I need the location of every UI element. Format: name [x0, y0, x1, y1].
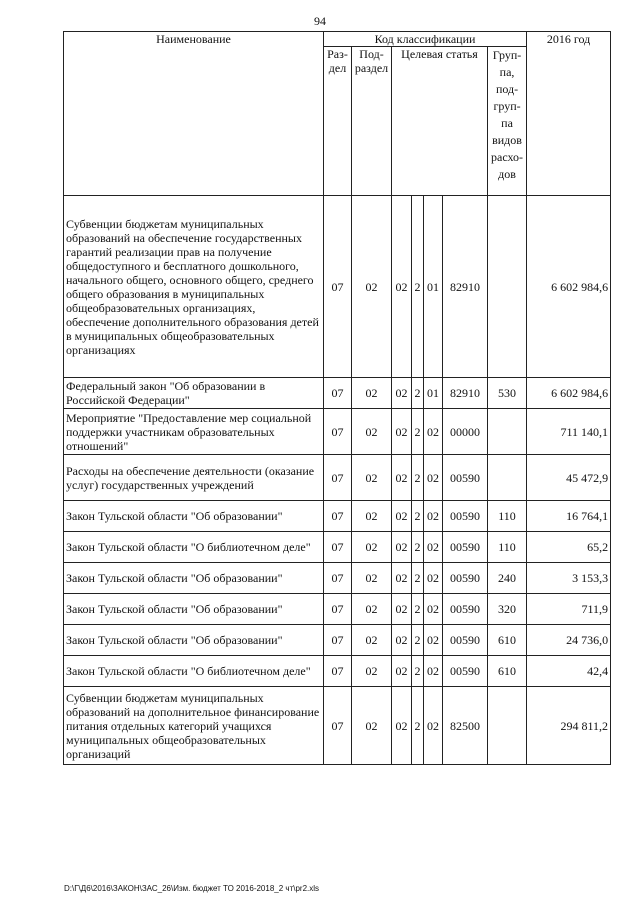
- row-target-program: 02: [392, 378, 412, 409]
- row-amount: 3 153,3: [527, 563, 611, 594]
- row-name: Субвенции бюджетам муниципальных образований на обеспечение государственных гарантий реализации прав на получение общедоступного и бесплатного дошкольного, начального общего, основного общего, среднего общего образования в муниципальных общеобразовательных организациях, обеспечение дополнительного образования детей в муниципальных общеобразовательных организациях: [64, 196, 324, 378]
- header-year: 2016 год: [527, 32, 611, 196]
- row-name: Закон Тульской области "Об образовании": [64, 501, 324, 532]
- file-path-footer: D:\Г\Д6\2016\ЗАКОН\ЗАС_26\Изм. бюджет ТО 2016-2018_2 чт\pr2.xls: [64, 884, 320, 893]
- row-subsection: 02: [352, 409, 392, 455]
- row-subsection: 02: [352, 196, 392, 378]
- row-name: Федеральный закон "Об образовании в Российской Федерации": [64, 378, 324, 409]
- row-name: Расходы на обеспечение деятельности (оказание услуг) государственных учреждений: [64, 455, 324, 501]
- row-subsection: 02: [352, 656, 392, 687]
- table-row: [64, 563, 611, 594]
- header-target: Целевая статья: [392, 47, 488, 196]
- row-subsection: 02: [352, 532, 392, 563]
- row-expense-group: [488, 196, 527, 378]
- row-target-subprogram: 2: [412, 563, 424, 594]
- row-subsection: 02: [352, 501, 392, 532]
- row-target-subprogram: 2: [412, 455, 424, 501]
- row-amount: 6 602 984,6: [527, 196, 611, 378]
- row-target-program: 02: [392, 625, 412, 656]
- row-expense-group: 110: [488, 501, 527, 532]
- row-target-direction: 00590: [443, 455, 488, 501]
- row-amount: 45 472,9: [527, 455, 611, 501]
- row-amount: 42,4: [527, 656, 611, 687]
- row-expense-group: 240: [488, 563, 527, 594]
- row-amount: 294 811,2: [527, 687, 611, 765]
- row-section: 07: [324, 455, 352, 501]
- row-expense-group: 610: [488, 625, 527, 656]
- row-name: Закон Тульской области "О библиотечном деле": [64, 532, 324, 563]
- table-row: [64, 455, 611, 501]
- row-amount: 65,2: [527, 532, 611, 563]
- row-target-activity: 01: [424, 378, 443, 409]
- row-target-program: 02: [392, 196, 412, 378]
- row-amount: 711 140,1: [527, 409, 611, 455]
- row-target-subprogram: 2: [412, 196, 424, 378]
- row-target-program: 02: [392, 563, 412, 594]
- row-section: 07: [324, 409, 352, 455]
- row-subsection: 02: [352, 687, 392, 765]
- row-target-subprogram: 2: [412, 501, 424, 532]
- row-name: Закон Тульской области "О библиотечном деле": [64, 656, 324, 687]
- row-name: Мероприятие "Предоставление мер социальной поддержки участникам образовательных отношений": [64, 409, 324, 455]
- table-row: [64, 196, 611, 378]
- row-expense-group: [488, 687, 527, 765]
- budget-table: [63, 31, 611, 765]
- row-target-activity: 02: [424, 501, 443, 532]
- header-section: Раз-дел: [324, 47, 352, 196]
- row-target-subprogram: 2: [412, 625, 424, 656]
- row-subsection: 02: [352, 625, 392, 656]
- row-target-activity: 02: [424, 594, 443, 625]
- row-target-activity: 02: [424, 455, 443, 501]
- row-target-direction: 00590: [443, 563, 488, 594]
- row-target-activity: 02: [424, 409, 443, 455]
- row-section: 07: [324, 656, 352, 687]
- row-expense-group: 530: [488, 378, 527, 409]
- row-target-program: 02: [392, 455, 412, 501]
- row-target-activity: 02: [424, 656, 443, 687]
- row-target-direction: 00590: [443, 532, 488, 563]
- header-name: Наименование: [64, 32, 324, 196]
- row-section: 07: [324, 378, 352, 409]
- row-amount: 6 602 984,6: [527, 378, 611, 409]
- row-target-direction: 00590: [443, 501, 488, 532]
- row-target-subprogram: 2: [412, 687, 424, 765]
- table-body: [64, 196, 611, 765]
- row-target-program: 02: [392, 594, 412, 625]
- header-group: Груп-па, под-груп-па видов расхо-дов: [488, 47, 527, 196]
- row-target-activity: 02: [424, 563, 443, 594]
- row-subsection: 02: [352, 455, 392, 501]
- row-section: 07: [324, 563, 352, 594]
- row-expense-group: [488, 455, 527, 501]
- row-target-direction: 00590: [443, 656, 488, 687]
- row-name: Субвенции бюджетам муниципальных образований на дополнительное финансирование питания отдельных категорий учащихся муниципальных общеобразовательных организаций: [64, 687, 324, 765]
- row-subsection: 02: [352, 594, 392, 625]
- table-row: [64, 409, 611, 455]
- row-amount: 24 736,0: [527, 625, 611, 656]
- row-target-subprogram: 2: [412, 532, 424, 563]
- row-expense-group: 320: [488, 594, 527, 625]
- table-row: [64, 656, 611, 687]
- row-target-program: 02: [392, 687, 412, 765]
- header-subsection: Под-раздел: [352, 47, 392, 196]
- row-target-direction: 00590: [443, 625, 488, 656]
- row-target-activity: 02: [424, 687, 443, 765]
- table-row: [64, 687, 611, 765]
- table-row: [64, 532, 611, 563]
- row-target-subprogram: 2: [412, 378, 424, 409]
- table-row: [64, 378, 611, 409]
- row-target-direction: 00000: [443, 409, 488, 455]
- row-section: 07: [324, 594, 352, 625]
- row-amount: 711,9: [527, 594, 611, 625]
- header-classification: Код классификации: [324, 32, 527, 47]
- row-amount: 16 764,1: [527, 501, 611, 532]
- row-name: Закон Тульской области "Об образовании": [64, 563, 324, 594]
- row-target-direction: 82910: [443, 378, 488, 409]
- row-target-direction: 82910: [443, 196, 488, 378]
- row-target-subprogram: 2: [412, 656, 424, 687]
- row-section: 07: [324, 687, 352, 765]
- row-subsection: 02: [352, 563, 392, 594]
- row-target-subprogram: 2: [412, 594, 424, 625]
- row-expense-group: 110: [488, 532, 527, 563]
- row-section: 07: [324, 501, 352, 532]
- row-target-program: 02: [392, 409, 412, 455]
- table-header: [64, 32, 611, 196]
- row-section: 07: [324, 532, 352, 563]
- page-number: 94: [314, 14, 326, 28]
- row-target-activity: 02: [424, 625, 443, 656]
- row-expense-group: [488, 409, 527, 455]
- row-section: 07: [324, 625, 352, 656]
- row-subsection: 02: [352, 378, 392, 409]
- row-section: 07: [324, 196, 352, 378]
- row-target-activity: 01: [424, 196, 443, 378]
- row-target-program: 02: [392, 532, 412, 563]
- row-name: Закон Тульской области "Об образовании": [64, 625, 324, 656]
- row-target-activity: 02: [424, 532, 443, 563]
- row-target-program: 02: [392, 656, 412, 687]
- row-target-direction: 82500: [443, 687, 488, 765]
- row-target-program: 02: [392, 501, 412, 532]
- table-row: [64, 594, 611, 625]
- row-target-direction: 00590: [443, 594, 488, 625]
- table-row: [64, 501, 611, 532]
- row-expense-group: 610: [488, 656, 527, 687]
- row-name: Закон Тульской области "Об образовании": [64, 594, 324, 625]
- table-row: [64, 625, 611, 656]
- row-target-subprogram: 2: [412, 409, 424, 455]
